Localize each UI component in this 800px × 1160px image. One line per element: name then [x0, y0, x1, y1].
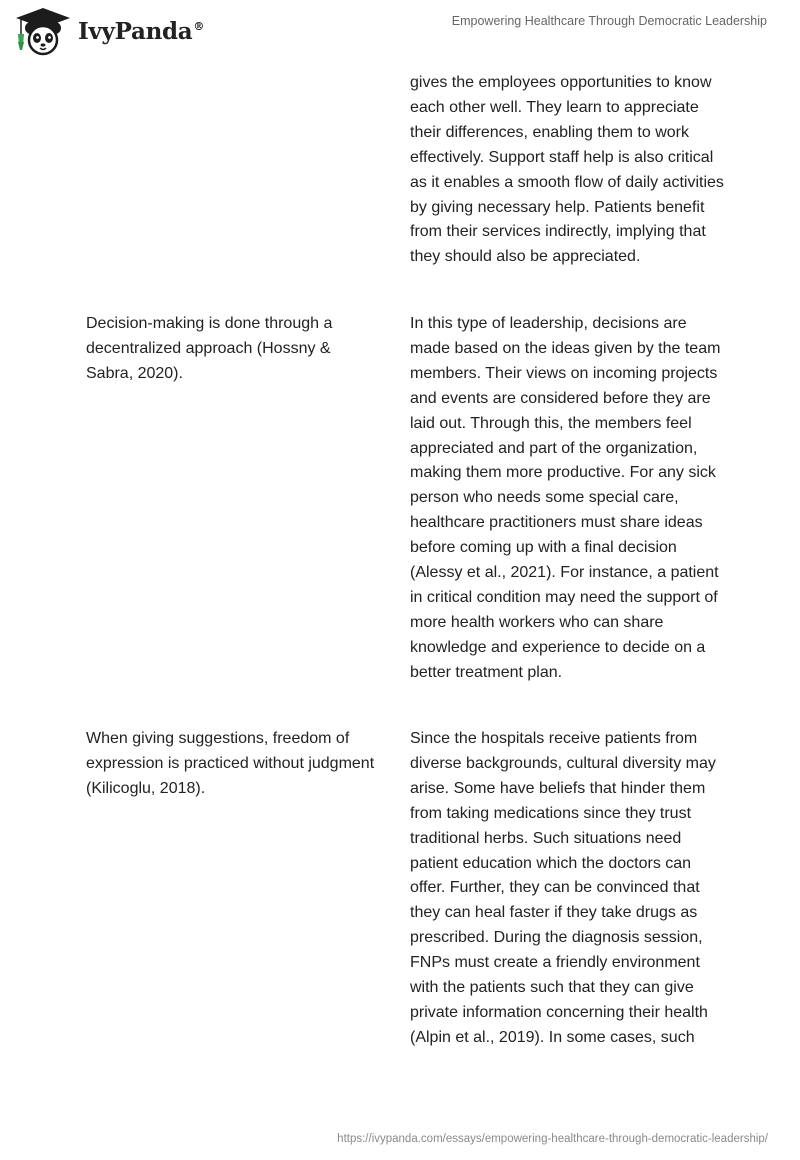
table-cell-characteristic: When giving suggestions, freedom of expression is practiced without judgment (Kilicoglu, 2018). — [86, 730, 375, 797]
brand-logo[interactable] — [14, 6, 204, 56]
document-title: Empowering Healthcare Through Democratic Leadership — [451, 14, 767, 28]
table-cell-characteristic: Decision-making is done through a decentralized approach (Hossny & Sabra, 2020). — [86, 315, 333, 382]
table-cell-explanation: Since the hospitals receive patients from diverse backgrounds, cultural diversity may arise. Some have beliefs that hinder them from taking medications since they trust traditional herbs. Such situations need patient education which the doctors can offer. Further, they can be convinced that they can heal faster if they take drugs as prescribed. During the diagnosis session, FNPs must create a friendly environment with the patients such that they can give private information concerning their health (Alpin et al., 2019). In some cases, such — [410, 730, 716, 1046]
table-cell-explanation: gives the employees opportunities to know each other well. They learn to appreciate their differences, enabling them to work effectively. Support staff help is also critical as it enables a smooth flow of daily activities by giving necessary help. Patients benefit from their services indirectly, implying that they should also be appreciated. — [410, 74, 724, 266]
brand-name: IvyPanda® — [78, 17, 205, 45]
table-cell-explanation: In this type of leadership, decisions are made based on the ideas given by the team members. Their views on incoming projects and events are considered before they are laid out. Through this, the members feel appreciated and part of the organization, making them more productive. For any sick person who needs some special care, healthcare practitioners must share ideas before coming up with a final decision (Alessy et al., 2021). For instance, a patient in critical condition may need the support of more health workers who can share knowledge and experience to decide on a better treatment plan. — [410, 315, 721, 681]
panda-graduate-icon — [14, 6, 72, 56]
page-header — [0, 0, 800, 62]
source-url-link[interactable]: https://ivypanda.com/essays/empowering-healthcare-through-democratic-leadership/ — [337, 1133, 768, 1145]
